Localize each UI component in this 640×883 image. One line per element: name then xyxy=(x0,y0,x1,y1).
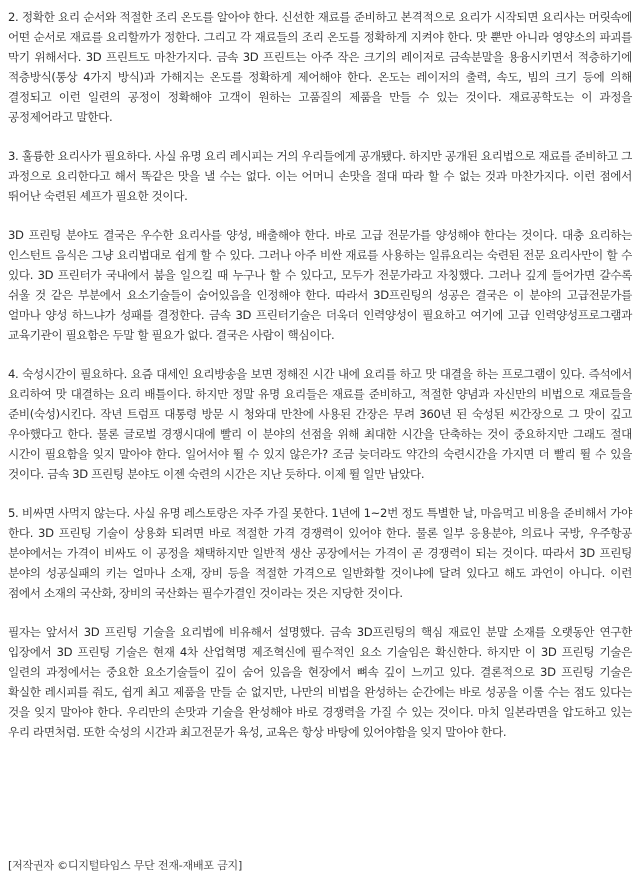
paragraph-section-5: 5. 비싸면 사먹지 않는다. 사실 유명 레스토랑은 자주 가질 못한다. 1년에 1~2번 정도 특별한 날, 마음먹고 비용을 준비해서 가야 한다. 3D 프린팅 기술이 상용화 되려면 바로 적절한 가격 경쟁력이 있어야 한다. 물론 일부 응용분야, 의료나 국방, 우주항공 분야에서는 가격이 비싸도 이 공정을 채택하지만 일반적 생산 공장에서는 가격이 곧 경쟁력이 되는 것이다. 따라서 3D 프린팅 분야의 성공실패의 키는 얼마나 소재, 장비 등을 적절한 가격으로 일반화할 것이냐에 달려 있다고 해도 과언이 아니다. 이런 점에서 소재의 국산화, 장비의 국산화는 필수가결인 것이라는 것은 지당한 것이다. xyxy=(8,506,632,600)
paragraph-conclusion: 필자는 앞서서 3D 프린팅 기술을 요리법에 비유해서 설명했다. 금속 3D프린팅의 핵심 재료인 분말 소재를 오랫동안 연구한 입장에서 3D 프린팅 기술은 현재 4차 산업혁명 제조혁신에 필수적인 요소 기술임은 확신한다. 하지만 이 3D 프린팅 기술은 일련의 과정에서는 중요한 요소기술들이 깊이 숨어 있음을 현장에서 뼈속 깊이 느끼고 있다. 결론적으로 3D 프린팅 기술은 확실한 레시피를 줘도, 쉽게 최고 제품을 만들 순 없지만, 나만의 비법을 완성하는 순간에는 바로 성공을 이룰 수는 점도 있다는 것을 잊지 말아야 한다. 우리만의 손맛과 기술을 완성해야 바로 경쟁력을 가질 수 있는 것이다. 마치 일본라면을 압도하고 있는 우리 라면처럼. 또한 숙성의 시간과 최고전문가 육성, 교육은 항상 바탕에 있어야함을 잊지 말아야 한다. xyxy=(8,625,632,739)
copyright-notice: [저작권자 ©디지털타임스 무단 전재-재배포 금지] xyxy=(8,859,243,872)
paragraph-3d-printing-experts: 3D 프린팅 분야도 결국은 우수한 요리사를 양성, 배출해야 한다. 바로 고급 전문가를 양성해야 한다는 것이다. 대충 요리하는 인스턴트 음식은 그냥 요리법대로 쉽게 할 수 있다. 그러나 아주 비싼 재료를 사용하는 일류요리는 숙련된 전문 요리사만이 할 수 있다. 3D 프린터가 국내에서 붐을 일으킬 때 누구나 할 수 있다고, 모두가 전문가라고 자칭했다. 그러나 깊게 들어가면 갈수록 쉬울 것 같은 부분에서 요소기술들이 숨어있음을 인정해야 한다. 따라서 3D프린팅의 성공은 결국은 이 분야의 고급전문가를 얼마나 양성 하느냐가 성패를 결정한다. 금속 3D 프린터기술은 더욱더 인력양성이 필요하고 여기에 고급 인력양성프로그램과 교육기관이 필요함은 두말 할 필요가 없다. 결국은 사람이 핵심이다. xyxy=(8,228,632,342)
paragraph-section-2: 2. 정확한 요리 순서와 적절한 조리 온도를 알아야 한다. 신선한 재료를 준비하고 본격적으로 요리가 시작되면 요리사는 머릿속에 어떤 순서로 재료를 요리할까가 정한다. 그리고 각 재료들의 조리 온도를 정확하게 지켜야 한다. 맛 뿐만 아니라 영양소의 파괴를 막기 위해서다. 3D 프린트도 마찬가지다. 금속 3D 프린트는 아주 작은 크기의 레이저로 금속분말을 용융시키면서 적층하기에 적층방식(통상 4가지 방식)과 가해지는 온도를 정확하게 제어해야 한다. 온도는 레이저의 출력, 속도, 빔의 크기 등에 의해 결정되고 이런 일련의 공정이 정확해야 고객이 원하는 고품질의 제품을 만들 수 있는 것이다. 재료공학도는 이 과정을 공정제어라고 말한다. xyxy=(8,10,632,124)
paragraph-section-3: 3. 훌륭한 요리사가 필요하다. 사실 유명 요리 레시피는 거의 우리들에게 공개됐다. 하지만 공개된 요리법으로 재료를 준비하고 그 과정으로 요리한다고 해서 똑같은 맛을 낼 수는 없다. 이는 어머니 손맛을 절대 따라 할 수 없는 것과 마찬가지다. 이런 점에서 뛰어난 숙련된 셰프가 필요한 것이다. xyxy=(8,149,632,203)
paragraph-section-4: 4. 숙성시간이 필요하다. 요즘 대세인 요리방송을 보면 정해진 시간 내에 요리를 하고 맛 대결을 하는 프로그램이 있다. 즉석에서 요리하여 맛 대결하는 요리 배틀이다. 하지만 정말 유명 요리들은 재료를 준비하고, 적절한 양념과 자신만의 비법으로 재료들을 준비(숙성)시킨다. 작년 트럼프 대통령 방문 시 청와대 만찬에 사용된 간장은 무려 360년 된 숙성된 씨간장으로 그 맛이 깊고 우아했다고 한다. 물론 글로벌 경쟁시대에 빨리 이 분야의 선점을 위해 최대한 시간을 단축하는 것이 중요하지만 그래도 절대 시간이 필요함을 잊지 말아야 한다. 일어서야 뛸 수 있지 않은가? 조금 늦더라도 약간의 숙련시간을 가지면 더 빨리 뛸 수 있을 것이다. 금속 3D 프린팅 분야도 이젠 숙련의 시간은 지난 듯하다. 이제 뛸 일만 남았다. xyxy=(8,367,632,481)
